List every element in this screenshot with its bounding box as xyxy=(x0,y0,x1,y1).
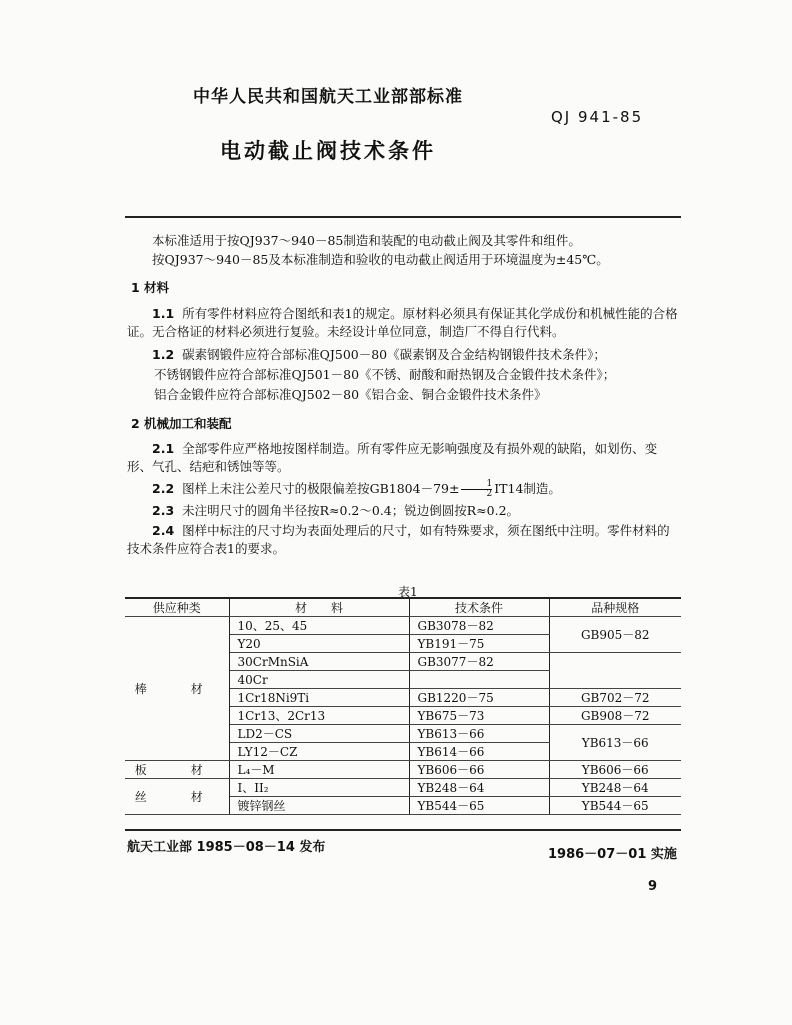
document-title: 电动截止阀技术条件 xyxy=(220,139,436,163)
spec-cell: YB606－66 xyxy=(549,761,681,779)
supply-type-wire: 丝 材 xyxy=(125,779,229,815)
clause-2-1-number: 2.1 xyxy=(152,441,175,456)
clause-1-2 xyxy=(127,346,680,364)
clause-2-2-number: 2.2 xyxy=(152,481,175,496)
tech-cell: YB675－73 xyxy=(409,707,549,725)
clause-2-4-text: 图样中标注的尺寸均为表面处理后的尺寸，如有特殊要求，须在图纸中注明。零件材料的技术条件应符合表1的要求。 xyxy=(127,523,670,556)
tech-cell: YB613－66 xyxy=(409,725,549,743)
supply-type-bar: 棒 材 xyxy=(125,617,229,761)
intro-line-1: 本标准适用于按QJ937～940－85制造和装配的电动截止阀及其零件和组件。 xyxy=(152,233,581,248)
tech-cell: YB191－75 xyxy=(409,635,549,653)
tech-cell: GB1220－75 xyxy=(409,689,549,707)
clause-2-4-number: 2.4 xyxy=(152,523,175,538)
clause-1-1-text: 所有零件材料应符合图纸和表1的规定。原材料必须具有保证其化学成份和机械性能的合格证。无合格证的材料必须进行复验。未经设计单位同意，制造厂不得自行代料。 xyxy=(127,306,678,339)
clause-1-1 xyxy=(127,305,680,341)
clause-2-1 xyxy=(127,440,680,476)
tech-cell: YB606－66 xyxy=(409,761,549,779)
spec-cell: YB613－66 xyxy=(549,725,681,761)
spec-cell: GB905－82 xyxy=(549,617,681,653)
clause-1-1-number: 1.1 xyxy=(152,306,175,321)
clause-2-2-text-post: IT14制造。 xyxy=(494,481,561,496)
supply-type-plate: 板 材 xyxy=(125,761,229,779)
header-rule xyxy=(125,216,681,218)
issue-date: 航天工业部 1985－08－14 发布 xyxy=(127,840,326,855)
material-cell: I、II₂ xyxy=(229,779,409,797)
material-cell: 镀锌钢丝 xyxy=(229,797,409,815)
organization-title: 中华人民共和国航天工业部部标准 xyxy=(193,87,463,107)
clause-2-2 xyxy=(127,480,680,499)
table-1-caption: 表1 xyxy=(398,585,418,599)
spec-cell: YB544－65 xyxy=(549,797,681,815)
clause-2-3-number: 2.3 xyxy=(152,503,175,518)
material-cell: Y20 xyxy=(229,635,409,653)
tech-cell: GB3078－82 xyxy=(409,617,549,635)
tech-cell: YB248－64 xyxy=(409,779,549,797)
standard-number: QJ 941-85 xyxy=(551,108,644,126)
table-row xyxy=(125,761,681,779)
clause-1-2-line-2: 不锈钢锻件应符合部标准QJ501－80《不锈、耐酸和耐热钢及合金锻件技术条件》； xyxy=(154,367,616,382)
header-tech-conditions: 技术条件 xyxy=(409,598,549,617)
header-spec: 品种规格 xyxy=(549,598,681,617)
tech-cell: YB544－65 xyxy=(409,797,549,815)
material-cell: L₄－M xyxy=(229,761,409,779)
tolerance-fraction xyxy=(461,480,492,499)
clause-1-2-number: 1.2 xyxy=(152,347,175,362)
material-cell: LY12－CZ xyxy=(229,743,409,761)
tech-cell xyxy=(409,671,549,689)
tech-cell: GB3077－82 xyxy=(409,653,549,671)
table-row xyxy=(125,779,681,797)
clause-1-2-line-1: 碳素钢锻件应符合部标准QJ500－80《碳素钢及合金结构钢锻件技术条件》； xyxy=(182,347,606,362)
footer-rule xyxy=(125,829,681,831)
material-cell: LD2－CS xyxy=(229,725,409,743)
intro-line-2: 按QJ937～940－85及本标准制造和验收的电动截止阀适用于环境温度为±45℃。 xyxy=(152,252,609,267)
material-cell: 1Cr13、2Cr13 xyxy=(229,707,409,725)
section-2-heading: 2 机械加工和装配 xyxy=(131,416,232,431)
page-number: 9 xyxy=(648,879,658,894)
fraction-numerator: 1 xyxy=(461,480,492,490)
material-cell: 10、25、45 xyxy=(229,617,409,635)
header-supply-type: 供应种类 xyxy=(125,598,229,617)
table-header-row xyxy=(125,598,681,617)
clause-1-2-line-3: 铝合金锻件应符合部标准QJ502－80《铝合金、铜合金锻件技术条件》 xyxy=(154,387,547,402)
spec-cell: GB702－72 xyxy=(549,689,681,707)
header-material: 材 料 xyxy=(229,598,409,617)
material-cell: 30CrMnSiA xyxy=(229,653,409,671)
effective-date: 1986－07－01 实施 xyxy=(548,847,677,862)
material-cell: 40Cr xyxy=(229,671,409,689)
clause-2-3-text: 未注明尺寸的圆角半径按R≈0.2～0.4；锐边倒圆按R≈0.2。 xyxy=(182,503,520,518)
spec-cell: GB908－72 xyxy=(549,707,681,725)
section-1-heading: 1 材料 xyxy=(131,280,170,295)
clause-2-3 xyxy=(127,502,680,520)
spec-cell xyxy=(549,653,681,689)
spec-cell: YB248－64 xyxy=(549,779,681,797)
clause-2-4 xyxy=(127,522,680,558)
table-row xyxy=(125,617,681,635)
tech-cell: YB614－66 xyxy=(409,743,549,761)
clause-2-2-text-pre: 图样上未注公差尺寸的极限偏差按GB1804－79± xyxy=(182,481,460,496)
material-cell: 1Cr18Ni9Ti xyxy=(229,689,409,707)
clause-2-1-text: 全部零件应严格地按图样制造。所有零件应无影响强度及有损外观的缺陷，如划伤、变形、气孔、结疤和锈蚀等等。 xyxy=(127,441,658,474)
fraction-denominator: 2 xyxy=(486,489,493,499)
materials-table xyxy=(125,597,681,815)
